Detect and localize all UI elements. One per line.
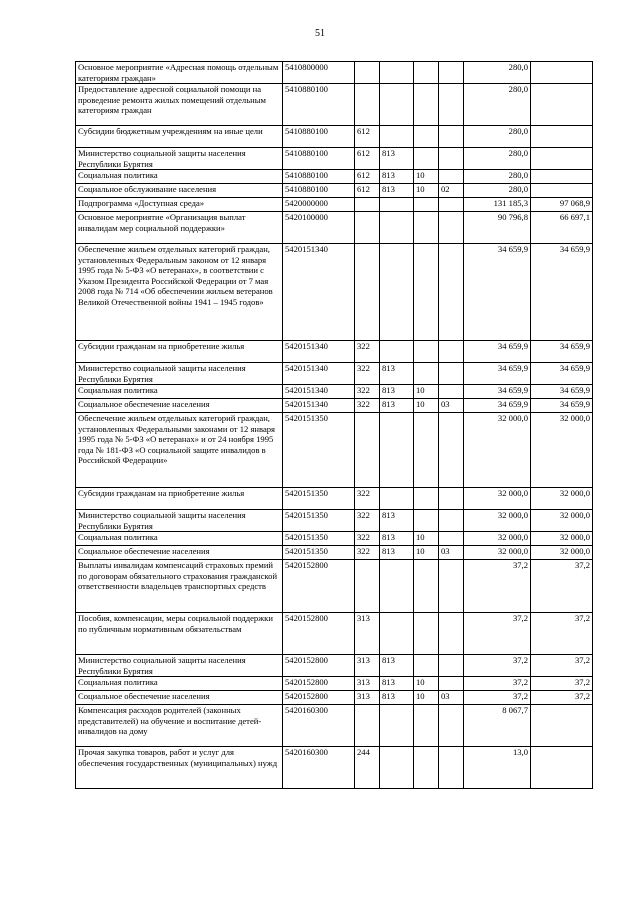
row-amount-2: 37,2: [531, 655, 593, 677]
row-ministry-code: [380, 413, 414, 488]
row-name: Социальное обеспечение населения: [76, 399, 283, 413]
row-section: 10: [414, 691, 439, 705]
row-target-code: 5420152800: [283, 560, 355, 613]
row-name: Подпрограмма «Доступная среда»: [76, 198, 283, 212]
row-amount-1: 280,0: [464, 84, 531, 126]
row-target-code: 5420152800: [283, 655, 355, 677]
row-section: 10: [414, 532, 439, 546]
row-amount-2: 32 000,0: [531, 546, 593, 560]
row-ministry-code: 813: [380, 170, 414, 184]
row-name: Выплаты инвалидам компенсаций страховых премий по договорам обязательного страхования гражданской ответственности владельцев транспортных средств: [76, 560, 283, 613]
row-amount-1: 34 659,9: [464, 244, 531, 341]
table-row: [76, 532, 593, 546]
row-ministry-code: [380, 212, 414, 244]
row-name: Социальная политика: [76, 170, 283, 184]
row-ministry-code: [380, 62, 414, 84]
table-row: [76, 399, 593, 413]
row-expense-type: 612: [355, 148, 380, 170]
row-section: [414, 413, 439, 488]
row-amount-1: 280,0: [464, 148, 531, 170]
table-row: [76, 244, 593, 341]
row-expense-type: [355, 62, 380, 84]
row-ministry-code: 813: [380, 532, 414, 546]
budget-table: [75, 61, 593, 789]
row-section: 10: [414, 184, 439, 198]
row-expense-type: [355, 413, 380, 488]
row-subsection: [439, 560, 464, 613]
table-row: [76, 705, 593, 747]
row-ministry-code: 813: [380, 363, 414, 385]
row-target-code: 5420151340: [283, 244, 355, 341]
row-target-code: 5410880100: [283, 148, 355, 170]
row-ministry-code: 813: [380, 510, 414, 532]
row-subsection: [439, 613, 464, 655]
row-subsection: 03: [439, 546, 464, 560]
row-section: 10: [414, 677, 439, 691]
row-ministry-code: [380, 244, 414, 341]
row-subsection: [439, 62, 464, 84]
row-amount-1: 37,2: [464, 655, 531, 677]
row-subsection: [439, 532, 464, 546]
row-target-code: 5410880100: [283, 170, 355, 184]
table-row: [76, 560, 593, 613]
table-row: [76, 184, 593, 198]
row-amount-2: 97 068,9: [531, 198, 593, 212]
row-amount-1: 280,0: [464, 184, 531, 198]
row-target-code: 5420152800: [283, 677, 355, 691]
row-target-code: 5410880100: [283, 84, 355, 126]
row-name: Субсидии гражданам на приобретение жилья: [76, 341, 283, 363]
row-ministry-code: 813: [380, 655, 414, 677]
row-expense-type: 322: [355, 385, 380, 399]
row-ministry-code: [380, 747, 414, 789]
row-amount-2: 32 000,0: [531, 413, 593, 488]
row-expense-type: 313: [355, 691, 380, 705]
row-target-code: 5420151350: [283, 488, 355, 510]
row-amount-2: 34 659,9: [531, 244, 593, 341]
row-section: 10: [414, 170, 439, 184]
table-row: [76, 363, 593, 385]
row-name: Социальная политика: [76, 677, 283, 691]
row-expense-type: 313: [355, 677, 380, 691]
row-amount-1: 280,0: [464, 126, 531, 148]
row-expense-type: 313: [355, 613, 380, 655]
row-name: Основное мероприятие «Организация выплат инвалидам мер социальной поддержки»: [76, 212, 283, 244]
row-name: Министерство социальной защиты населения Республики Бурятия: [76, 148, 283, 170]
row-section: [414, 148, 439, 170]
row-name: Обеспечение жильем отдельных категорий граждан, установленных Федеральным законом от 12 января 1995 года № 5-ФЗ «О ветеранах», в соответствии с Указом Президента Российской Федерации от 7 мая 2008 года № 714 «Об обеспечении жильем ветеранов Великой Отечественной войны 1941 – 1945 годов»: [76, 244, 283, 341]
row-amount-2: [531, 170, 593, 184]
row-ministry-code: [380, 341, 414, 363]
row-expense-type: 244: [355, 747, 380, 789]
row-amount-2: [531, 84, 593, 126]
table-row: [76, 212, 593, 244]
row-section: [414, 198, 439, 212]
row-section: [414, 613, 439, 655]
row-name: Социальное обслуживание населения: [76, 184, 283, 198]
row-ministry-code: 813: [380, 148, 414, 170]
row-amount-1: 34 659,9: [464, 399, 531, 413]
row-subsection: 03: [439, 399, 464, 413]
row-subsection: [439, 677, 464, 691]
row-ministry-code: [380, 560, 414, 613]
row-amount-2: 37,2: [531, 613, 593, 655]
table-row: [76, 613, 593, 655]
row-expense-type: 322: [355, 488, 380, 510]
row-expense-type: [355, 244, 380, 341]
row-amount-2: 37,2: [531, 677, 593, 691]
row-expense-type: [355, 705, 380, 747]
row-target-code: 5420151350: [283, 546, 355, 560]
row-section: [414, 488, 439, 510]
row-name: Министерство социальной защиты населения Республики Бурятия: [76, 655, 283, 677]
row-ministry-code: [380, 705, 414, 747]
row-expense-type: 612: [355, 184, 380, 198]
row-name: Предоставление адресной социальной помощи на проведение ремонта жилых помещений отдельным категориям граждан: [76, 84, 283, 126]
table-row: [76, 488, 593, 510]
row-amount-2: 37,2: [531, 560, 593, 613]
row-ministry-code: 813: [380, 399, 414, 413]
row-subsection: [439, 198, 464, 212]
row-ministry-code: 813: [380, 691, 414, 705]
row-amount-2: [531, 184, 593, 198]
row-section: [414, 705, 439, 747]
row-section: [414, 84, 439, 126]
row-target-code: 5420151350: [283, 532, 355, 546]
row-name: Социальная политика: [76, 532, 283, 546]
table-row: [76, 413, 593, 488]
row-amount-1: 32 000,0: [464, 413, 531, 488]
row-target-code: 5420151340: [283, 399, 355, 413]
row-expense-type: 322: [355, 363, 380, 385]
row-name: Прочая закупка товаров, работ и услуг для обеспечения государственных (муниципальных) нужд: [76, 747, 283, 789]
row-ministry-code: [380, 126, 414, 148]
row-ministry-code: [380, 84, 414, 126]
row-amount-1: 131 185,3: [464, 198, 531, 212]
row-amount-1: 280,0: [464, 62, 531, 84]
row-target-code: 5420160300: [283, 747, 355, 789]
row-amount-1: 37,2: [464, 677, 531, 691]
row-expense-type: [355, 212, 380, 244]
row-amount-2: 32 000,0: [531, 488, 593, 510]
row-amount-1: 34 659,9: [464, 385, 531, 399]
row-amount-2: 37,2: [531, 691, 593, 705]
row-section: [414, 62, 439, 84]
row-section: [414, 510, 439, 532]
row-name: Пособия, компенсации, меры социальной поддержки по публичным нормативным обязательствам: [76, 613, 283, 655]
row-subsection: [439, 212, 464, 244]
row-expense-type: [355, 198, 380, 212]
row-expense-type: 612: [355, 170, 380, 184]
row-target-code: 5420100000: [283, 212, 355, 244]
row-amount-1: 13,0: [464, 747, 531, 789]
row-section: [414, 560, 439, 613]
table-row: [76, 385, 593, 399]
row-ministry-code: 813: [380, 677, 414, 691]
row-target-code: 5420151350: [283, 510, 355, 532]
row-amount-1: 8 067,7: [464, 705, 531, 747]
row-section: 10: [414, 546, 439, 560]
row-amount-1: 37,2: [464, 613, 531, 655]
row-name: Компенсация расходов родителей (законных представителей) на обучение и воспитание детей-инвалидов на дому: [76, 705, 283, 747]
row-section: [414, 341, 439, 363]
row-section: 10: [414, 399, 439, 413]
row-section: [414, 244, 439, 341]
row-amount-2: 66 697,1: [531, 212, 593, 244]
row-name: Обеспечение жильем отдельных категорий граждан, установленных Федеральными законами от 12 января 1995 года № 5-ФЗ «О ветеранах» и от 24 ноября 1995 года № 181-ФЗ «О социальной защите инвалидов в Российской Федерации»: [76, 413, 283, 488]
row-target-code: 5420151340: [283, 385, 355, 399]
row-target-code: 5420151340: [283, 363, 355, 385]
row-amount-2: 32 000,0: [531, 510, 593, 532]
row-amount-1: 37,2: [464, 560, 531, 613]
row-subsection: [439, 341, 464, 363]
row-amount-2: [531, 62, 593, 84]
row-name: Социальное обеспечение населения: [76, 546, 283, 560]
table-row: [76, 170, 593, 184]
row-section: 10: [414, 385, 439, 399]
table-row: [76, 198, 593, 212]
row-expense-type: 322: [355, 341, 380, 363]
row-ministry-code: 813: [380, 385, 414, 399]
row-expense-type: 322: [355, 510, 380, 532]
row-section: [414, 363, 439, 385]
row-subsection: [439, 488, 464, 510]
row-amount-2: 34 659,9: [531, 341, 593, 363]
row-subsection: 02: [439, 184, 464, 198]
row-section: [414, 747, 439, 789]
row-amount-2: 34 659,9: [531, 399, 593, 413]
row-target-code: 5410880100: [283, 184, 355, 198]
page-number: 51: [315, 28, 325, 39]
table-row: [76, 62, 593, 84]
row-section: [414, 126, 439, 148]
table-row: [76, 691, 593, 705]
row-amount-2: [531, 148, 593, 170]
row-name: Социальная политика: [76, 385, 283, 399]
row-target-code: 5420151350: [283, 413, 355, 488]
row-amount-2: [531, 747, 593, 789]
row-name: Субсидии бюджетным учреждениям на иные цели: [76, 126, 283, 148]
row-amount-1: 34 659,9: [464, 363, 531, 385]
row-amount-2: [531, 705, 593, 747]
row-subsection: 03: [439, 691, 464, 705]
row-expense-type: [355, 84, 380, 126]
row-amount-1: 37,2: [464, 691, 531, 705]
row-target-code: 5410800000: [283, 62, 355, 84]
row-subsection: [439, 244, 464, 341]
row-expense-type: 322: [355, 546, 380, 560]
table-row: [76, 546, 593, 560]
row-subsection: [439, 363, 464, 385]
row-amount-1: 32 000,0: [464, 546, 531, 560]
row-amount-1: 32 000,0: [464, 488, 531, 510]
row-expense-type: 322: [355, 399, 380, 413]
row-section: [414, 212, 439, 244]
row-amount-1: 90 796,8: [464, 212, 531, 244]
table-row: [76, 677, 593, 691]
row-subsection: [439, 170, 464, 184]
row-amount-1: 280,0: [464, 170, 531, 184]
row-expense-type: 322: [355, 532, 380, 546]
table-row: [76, 126, 593, 148]
row-name: Министерство социальной защиты населения Республики Бурятия: [76, 510, 283, 532]
row-target-code: 5420152800: [283, 691, 355, 705]
row-amount-1: 32 000,0: [464, 510, 531, 532]
budget-table-body: [76, 62, 593, 789]
table-row: [76, 341, 593, 363]
row-expense-type: 313: [355, 655, 380, 677]
table-row: [76, 148, 593, 170]
row-subsection: [439, 705, 464, 747]
row-ministry-code: [380, 488, 414, 510]
row-amount-1: 32 000,0: [464, 532, 531, 546]
row-name: Субсидии гражданам на приобретение жилья: [76, 488, 283, 510]
table-row: [76, 84, 593, 126]
row-target-code: 5410880100: [283, 126, 355, 148]
table-row: [76, 510, 593, 532]
row-subsection: [439, 126, 464, 148]
row-subsection: [439, 510, 464, 532]
row-ministry-code: 813: [380, 184, 414, 198]
row-subsection: [439, 747, 464, 789]
row-name: Социальное обеспечение населения: [76, 691, 283, 705]
table-row: [76, 747, 593, 789]
row-target-code: 5420152800: [283, 613, 355, 655]
row-amount-2: [531, 126, 593, 148]
row-ministry-code: 813: [380, 546, 414, 560]
row-subsection: [439, 385, 464, 399]
row-amount-2: 34 659,9: [531, 385, 593, 399]
row-ministry-code: [380, 198, 414, 212]
row-ministry-code: [380, 613, 414, 655]
row-subsection: [439, 84, 464, 126]
row-amount-1: 34 659,9: [464, 341, 531, 363]
row-target-code: 5420151340: [283, 341, 355, 363]
row-name: Основное мероприятие «Адресная помощь отдельным категориям граждан»: [76, 62, 283, 84]
row-target-code: 5420000000: [283, 198, 355, 212]
row-subsection: [439, 413, 464, 488]
row-expense-type: 612: [355, 126, 380, 148]
table-row: [76, 655, 593, 677]
row-expense-type: [355, 560, 380, 613]
row-amount-2: 34 659,9: [531, 363, 593, 385]
row-amount-2: 32 000,0: [531, 532, 593, 546]
row-name: Министерство социальной защиты населения Республики Бурятия: [76, 363, 283, 385]
row-target-code: 5420160300: [283, 705, 355, 747]
row-section: [414, 655, 439, 677]
row-subsection: [439, 655, 464, 677]
row-subsection: [439, 148, 464, 170]
